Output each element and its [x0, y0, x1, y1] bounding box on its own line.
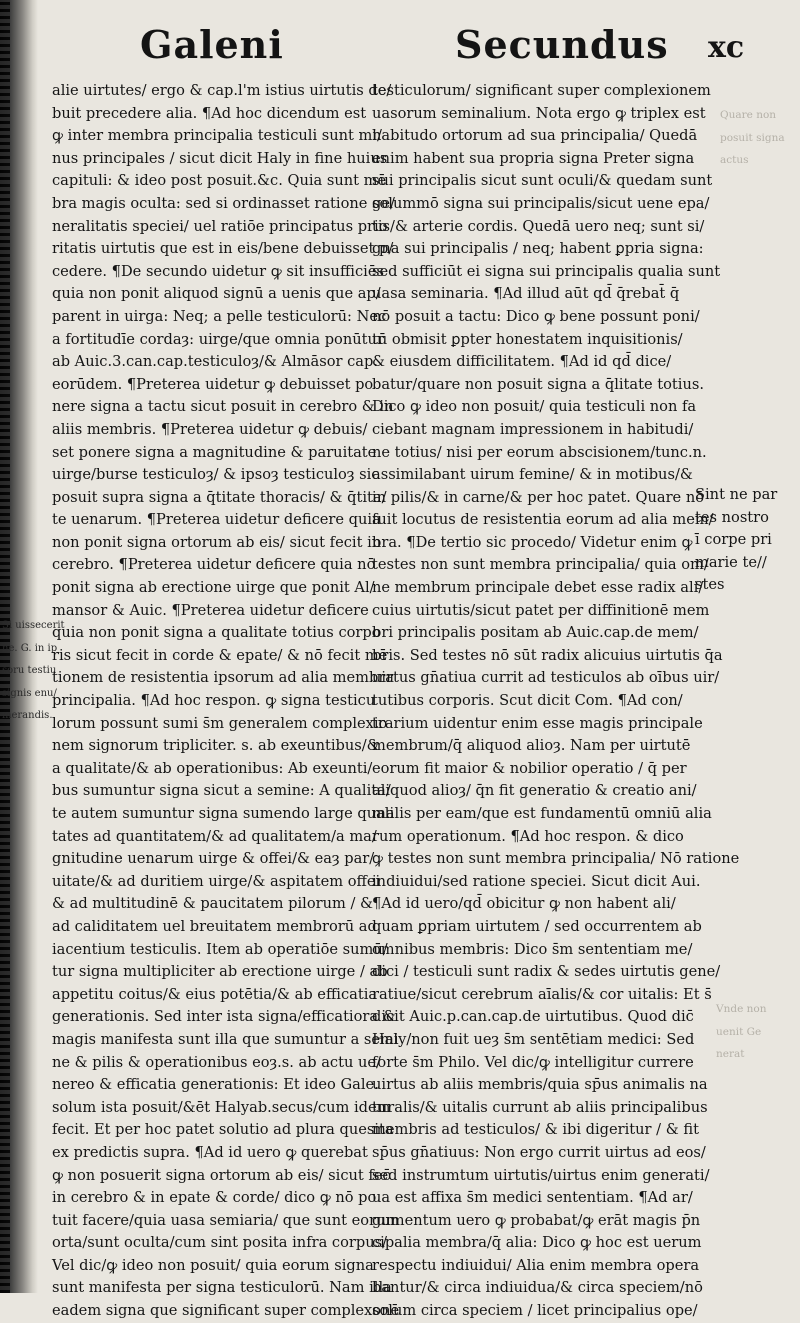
- faint-note-line: Quare non: [720, 109, 777, 121]
- text-line: solum circa speciem / licet principalius ope/: [372, 1302, 698, 1320]
- text-line: sunt manifesta per signa testiculorū. Nam illa: [52, 1279, 392, 1297]
- text-line: ad caliditatem uel breuitatem membrorū ad: [52, 917, 377, 935]
- text-line: nus principales / sicut dicit Haly in fine huius: [52, 149, 388, 167]
- text-line: te autem sumuntur signa sumendo large quali: [52, 805, 395, 822]
- text-line: tutibus corporis. Scut dicit Com. ¶Ad con/: [372, 692, 683, 710]
- text-line: a qualitate/& ab operationibus: Ab exeunti/: [52, 759, 373, 777]
- text-line: alie uirtutes/ ergo & cap.l'm istius uirtutis de/: [52, 82, 392, 99]
- margin-note-line: merandis.: [2, 710, 53, 722]
- text-line: iacentium testiculis. Item ab operatiōe sumū/: [52, 940, 388, 958]
- text-line: ꝙ inter membra principalia testiculi sunt mi/: [52, 127, 382, 145]
- text-line: sed sufficiūt ei signa sui principalis qualia sunt: [372, 262, 721, 280]
- margin-note-line: stes: [695, 576, 725, 594]
- faint-marginal-note-top: [720, 108, 785, 176]
- text-line: nō posuit a tactu: Dico ꝙ bene possunt poni/: [372, 307, 700, 325]
- text-line: nem signorum tripliciter. s. ab exeuntibus/&: [52, 737, 380, 755]
- text-line: quia non ponit aliquod signū a uenis que ap/: [52, 285, 381, 303]
- margin-note-line: marie te//: [695, 553, 767, 571]
- text-line: enim habent sua propria signa Preter signa: [372, 149, 695, 167]
- text-line: ne & pilis & operationibus eoȝ.s. ab actu ue/: [52, 1053, 381, 1071]
- margin-note-line: tes nostro: [695, 508, 769, 526]
- text-line: turalis/& uitalis currunt ab aliis principalibus: [372, 1098, 708, 1116]
- faint-marginal-note-bottom: [716, 1002, 766, 1070]
- text-line: sui principalis sicut sunt oculi/& quedam sunt: [372, 172, 713, 190]
- faint-note-line: posuit signa: [720, 131, 785, 144]
- text-line: bantur/& circa indiuidua/& circa speciem/nō: [372, 1279, 703, 1297]
- margin-note-line: Sint ne par: [695, 486, 778, 503]
- faint-note-line: actus: [720, 154, 749, 167]
- text-line: appetitu coitus/& eius potētia/& ab efficatia: [52, 985, 378, 1003]
- folio-number: xc: [708, 30, 745, 65]
- margin-note-line: ne. G. in ip: [2, 642, 58, 654]
- text-line: indiuidui/sed ratione speciei. Sicut dicit Aui.: [372, 872, 701, 890]
- text-line: quam ꝑpriam uirtutem / sed occurrentem ab: [372, 917, 702, 935]
- text-line: cedere. ¶De secundo uidetur ꝙ sit insufficiēs: [52, 262, 384, 280]
- text-line: bra. ¶De tertio sic procedo/ Videtur enim ꝙ: [372, 533, 693, 551]
- text-line: habitudo ortorum ad sua principalia/ Quedā: [372, 127, 698, 145]
- text-line: bra magis oculta: sed si ordinasset ratione ge/: [52, 194, 395, 212]
- text-line: eadem signa que significant super complexonē: [52, 1302, 400, 1320]
- text-line: tionem de resistentia ipsorum ad alia membra: [52, 669, 395, 687]
- left-marginal-note: [2, 618, 65, 731]
- text-line: ua est affixa s̄m medici sententiam. ¶Ad ar/: [372, 1189, 693, 1207]
- text-line: ponit signa ab erectione uirge que ponit Al/: [52, 579, 375, 597]
- page-header: [0, 22, 800, 82]
- text-line: ꝙ testes non sunt membra principalia/ Nō ratione: [372, 850, 740, 868]
- text-line: uirtus ab aliis membris/quia sp̄us animalis na: [372, 1076, 708, 1094]
- text-line: respectu indiuidui/ Alia enim membra opera: [372, 1256, 700, 1274]
- text-line: dici / testiculi sunt radix & sedes uirtutis gene/: [372, 963, 721, 981]
- margin-note-line: signis enu/: [2, 687, 57, 699]
- text-line: uirtus gn̄atiua currit ad testiculos ab oībus uir/: [372, 669, 720, 687]
- text-line: buit precedere alia. ¶Ad hoc dicendum est: [52, 104, 367, 122]
- text-line: in pilis/& in carne/& per hoc patet. Quare nō: [372, 488, 705, 506]
- text-line: fuit locutus de resistentia eorum ad alia mem/: [372, 511, 714, 529]
- text-line: fecit. Et per hoc patet solutio ad plura quesita: [52, 1121, 394, 1139]
- text-line: a fortitudīe cordaȝ: uirge/que omnia ponūtur: [52, 330, 384, 348]
- text-line: uitate/& ad duritiem uirge/& aspitatem offei: [52, 872, 381, 890]
- text-line: cipalia membra/q̄ alia: Dico ꝙ hoc est uerum: [372, 1234, 702, 1252]
- running-head-left: Galeni: [140, 22, 284, 67]
- text-line: nere signa a tactu sicut posuit in cerebro & in: [52, 398, 394, 416]
- text-line: quia non ponit signa a qualitate totius corpo: [52, 624, 381, 642]
- text-line: generationis. Sed inter ista signa/efficatiora &: [52, 1008, 396, 1026]
- text-line: forte s̄m Philo. Vel dic/ꝙ intelligitur currere: [372, 1053, 694, 1071]
- text-line: gumentum uero ꝙ probabat/ꝙ erāt magis p̄n: [372, 1211, 701, 1229]
- text-line: set ponere signa a magnitudine & paruitate: [52, 443, 377, 461]
- text-line: tates ad quantitatem/& ad qualitatem/a ma/: [52, 827, 377, 845]
- text-line: cuius uirtutis/sicut patet per diffinitionē mem: [372, 601, 710, 619]
- text-line: dicit Auic.p.can.cap.de uirtutibus. Quod dic̄: [372, 1008, 694, 1026]
- text-line: ¶Ad id uero/qd̄ obicitur ꝙ non habent ali/: [372, 895, 676, 913]
- margin-note-line: Si uissecerit: [2, 620, 65, 631]
- text-line: ab Auic.3.can.cap.testiculoȝ/& Almāsor cap.: [52, 353, 378, 371]
- text-line: nereo & efficatia generationis: Et ideo Gale.: [52, 1076, 379, 1094]
- text-line: trarium uidentur enim esse magis principale: [372, 714, 703, 732]
- text-line: orta/sunt oculta/cum sint posita infra corpus/: [52, 1234, 388, 1252]
- text-line: sp̄us gn̄atiuus: Non ergo currit uirtus ad eos/: [372, 1143, 706, 1161]
- text-line: membris ad testiculos/ & ibi digeritur / & fit: [372, 1121, 699, 1139]
- text-line: uasorum seminalium. Nota ergo ꝙ triplex est: [372, 104, 706, 122]
- text-line: gnitudine uenarum uirge & offei/& eaȝ par/: [52, 850, 375, 868]
- text-line: rum operationum. ¶Ad hoc respon. & dico: [372, 827, 684, 845]
- text-line: te uenarum. ¶Preterea uidetur deficere quia: [52, 511, 381, 529]
- text-line: bris. Sed testes nō sūt radix alicuius uirtutis q̄a: [372, 646, 723, 664]
- text-line: aliquod alioȝ/ q̄n fit generatio & creatio ani/: [372, 782, 697, 800]
- text-line: tuit facere/quia uasa semiaria/ que sunt eorum: [52, 1211, 400, 1229]
- text-line: ne membrum principale debet esse radix ali/: [372, 579, 704, 597]
- text-line: gna sui principalis / neq; habent ꝑpria signa:: [372, 240, 704, 258]
- text-line: Vel dic/ꝙ ideo non posuit/ quia eorum signa: [52, 1256, 374, 1274]
- text-line: sed instrumtum uirtutis/uirtus enim generati/: [372, 1166, 710, 1184]
- text-line: & eiusdem difficilitatem. ¶Ad id qd̄ dice/: [372, 353, 672, 371]
- text-line: uasa seminaria. ¶Ad illud aūt qd̄ q̄rebat̄ q̄: [372, 285, 680, 303]
- text-line: assimilabant uirum femine/ & in motibus/&: [372, 466, 693, 484]
- text-line: in cerebro & in epate & corde/ dico ꝙ nō po: [52, 1189, 377, 1207]
- text-line: tur signa multipliciter ab erectione uirge / ab: [52, 963, 388, 981]
- running-head-center: Secundus: [455, 22, 669, 67]
- text-line: tis/& arterie cordis. Quedā uero neq; sunt si/: [372, 217, 705, 235]
- text-line: magis manifesta sunt illa que sumuntur a semi: [52, 1030, 399, 1048]
- text-line: ratiue/sicut cerebrum aīalis/& cor uitalis: Et s̄: [372, 985, 712, 1003]
- text-line: neralitatis speciei/ uel ratiōe principatus prio: [52, 217, 388, 235]
- text-line: solummō signa sui principalis/sicut uene epa/: [372, 194, 710, 212]
- right-marginal-note: [695, 484, 795, 597]
- text-line: omnibus membris: Dico s̄m sententiam me/: [372, 940, 693, 958]
- text-line: malis per eam/que est fundamentū omniū alia: [372, 805, 712, 822]
- faint-note-line: Vnde non: [716, 1003, 767, 1015]
- text-line: ne totius/ nisi per eorum abscisionem/tunc.n.: [372, 443, 707, 461]
- faint-note-line: uenit Ge: [716, 1025, 762, 1038]
- text-line: non ponit signa ortorum ab eis/ sicut fecit in: [52, 533, 382, 551]
- margin-note-line: ī corpe pri: [695, 531, 772, 549]
- text-line: batur/quare non posuit signa a q̄litate totius.: [372, 375, 704, 393]
- text-line: cerebro. ¶Preterea uidetur deficere quia nō: [52, 556, 376, 574]
- text-line: Dico ꝙ ideo non posuit/ quia testiculi non fa: [372, 398, 697, 416]
- text-line: ris sicut fecit in corde & epate/ & nō fecit mē: [52, 646, 388, 664]
- text-line: ritatis uirtutis que est in eis/bene debuisset p/: [52, 240, 394, 258]
- text-line: testiculorum/ significant super complexionem: [372, 82, 711, 99]
- text-line: eorum fit maior & nobilior operatio / q̄ per: [372, 759, 687, 777]
- text-line: mansor & Auic. ¶Preterea uidetur deficere: [52, 601, 369, 619]
- faint-note-line: nerat: [716, 1048, 745, 1061]
- text-line: lorum possunt sumi s̄m generalem complexio: [52, 714, 388, 732]
- text-line: ex predictis supra. ¶Ad id uero ꝙ querebat: [52, 1143, 368, 1161]
- text-line: posuit supra signa a q̄titate thoracis/ & q̄tita/: [52, 488, 387, 506]
- margin-note-line: soru testiu: [2, 665, 57, 677]
- text-line: bri principalis positam ab Auic.cap.de mem/: [372, 624, 699, 642]
- text-line: tū obmisit ꝑpter honestatem inquisitionis/: [372, 330, 683, 348]
- text-line: bus sumuntur signa sicut a semine: A qualita/: [52, 782, 391, 800]
- text-line: Haly/non fuit ueȝ s̄m sentētiam medici: Sed: [372, 1030, 695, 1048]
- text-line: membrum/q̄ aliquod alioȝ. Nam per uirtutē: [372, 737, 691, 755]
- text-line: principalia. ¶Ad hoc respon. ꝙ signa testicu: [52, 692, 376, 710]
- text-line: ciebant magnam impressionem in habitudi/: [372, 420, 694, 438]
- text-line: parent in uirga: Neq; a pelle testiculorū: Nec: [52, 307, 387, 325]
- left-text-column: [52, 80, 400, 1323]
- text-line: testes non sunt membra principalia/ quia om/: [372, 556, 709, 574]
- text-line: solum ista posuit/&ēt Halyab.secus/cum idem: [52, 1098, 391, 1116]
- text-line: uirge/burse testiculoȝ/ & ipsoȝ testiculoȝ sic: [52, 466, 380, 484]
- text-line: ꝙ non posuerit signa ortorum ab eis/ sicut fec̄: [52, 1166, 391, 1184]
- text-line: aliis membris. ¶Preterea uidetur ꝙ debuis/: [52, 420, 368, 438]
- text-line: eorūdem. ¶Preterea uidetur ꝙ debuisset po: [52, 375, 374, 393]
- text-line: capituli: & ideo post posuit.&c. Quia sunt mē: [52, 172, 387, 190]
- text-line: & ad multitudinē & paucitatem pilorum / &: [52, 895, 374, 913]
